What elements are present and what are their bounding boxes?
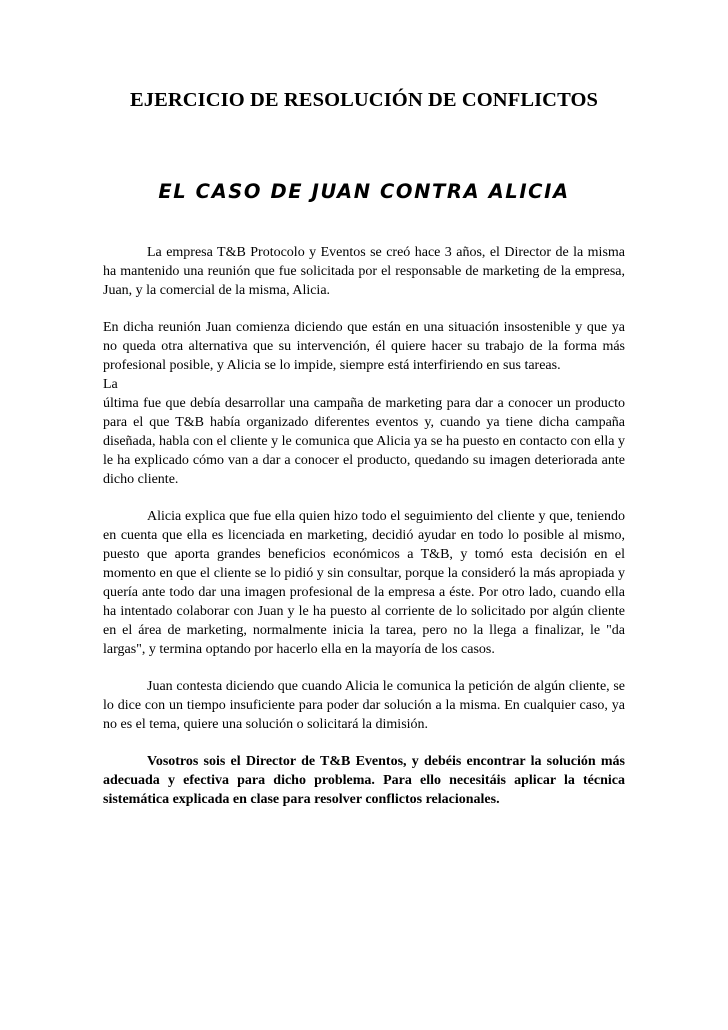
- paragraph-last-incident: última fue que debía desarrollar una campaña de marketing para dar a conocer un producto para el que T&B había organizado diferentes eventos y, cuando ya tiene dicha campaña diseñada, habla con el cliente y le comunica que Alicia ya se ha puesto en contacto con ella y le ha explicado cómo van a dar a conocer el producto, quedando su imagen deteriorada ante dicho cliente.: [103, 396, 625, 487]
- paragraph-juan-reply: Juan contesta diciendo que cuando Alicia le comunica la petición de algún cliente, se lo dice con un tiempo insuficiente para poder dar solución a la misma. En cualquier caso, ya no es el tema, quiere una solución o solicitará la dimisión.: [103, 679, 625, 732]
- paragraph-alicia: Alicia explica que fue ella quien hizo todo el seguimiento del cliente y que, teniendo en cuenta que ella es licenciada en marketing, decidió ayudar en todo lo posible al mismo, puesto que aporta grandes beneficios económicos a T&B, y tomó esta decisión en el momento en que el cliente se lo pidió y sin consultar, porque la consideró la más apropiada y quería ante todo dar una imagen profesional de la empresa a éste. Por otro lado, cuando ella ha intentado colaborar con Juan y le ha puesto al corriente de lo solicitado por algún cliente en el área de marketing, normalmente inicia la tarea, pero no la llega a finalizar, le "da largas", y termina optando por hacerlo ella en la mayoría de los casos.: [103, 509, 625, 657]
- paragraph-task: Vosotros sois el Director de T&B Eventos, y debéis encontrar la solución más adecuada y efectiva para dicho problema. Para ello necesitáis aplicar la técnica sistemática explicada en clase para resolver conflictos relacionales.: [103, 754, 625, 807]
- paragraph-meeting: En dicha reunión Juan comienza diciendo que están en una situación insostenible y que ya no queda otra alternativa que su intervención, él quiere hacer su trabajo de la forma más profesional posible, y Alicia se lo impide, siempre está interfiriendo en sus tareas.: [103, 320, 625, 373]
- paragraph-fragment: La: [103, 377, 118, 392]
- paragraph-intro: La empresa T&B Protocolo y Eventos se creó hace 3 años, el Director de la misma ha mantenido una reunión que fue solicitada por el responsable de marketing de la empresa, Juan, y la comercial de la misma, Alicia.: [103, 245, 625, 298]
- document-title: EJERCICIO DE RESOLUCIÓN DE CONFLICTOS: [129, 89, 599, 111]
- case-title: EL CASO DE JUAN CONTRA ALICIA: [158, 180, 570, 203]
- document-body: [103, 243, 625, 809]
